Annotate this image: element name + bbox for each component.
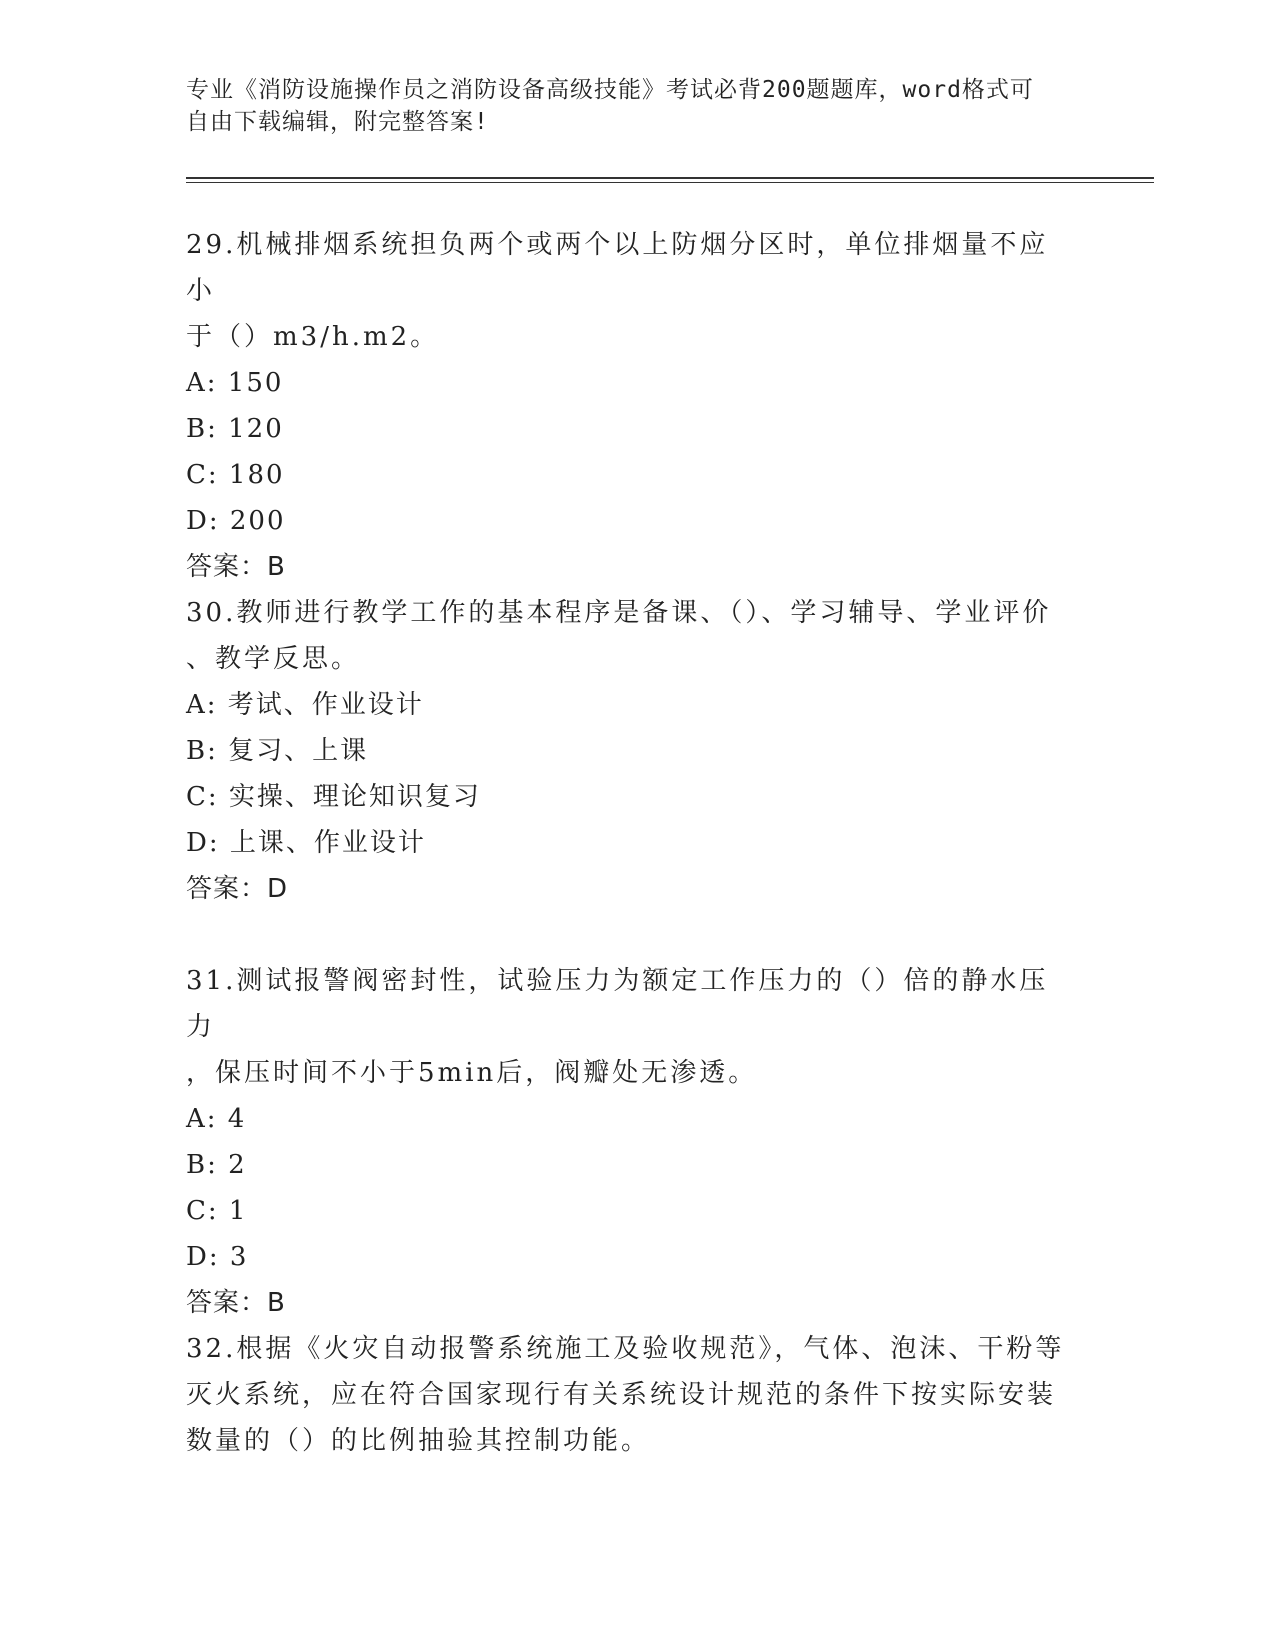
question-32 [186,1326,1066,1464]
question-30-option-a: A: 考试、作业设计 [186,690,424,720]
question-31-option-d: D: 3 [186,1242,249,1272]
question-29-text-line-1: 29.机械排烟系统担负两个或两个以上防烟分区时，单位排烟量不应小 [186,230,1049,306]
document-header [186,74,1066,138]
question-30-option-c: C: 实操、理论知识复习 [186,782,481,812]
header-line-2: 自由下载编辑，附完整答案! [186,109,489,135]
question-31-answer: 答案：B [186,1288,286,1318]
question-30-option-b: B: 复习、上课 [186,736,369,766]
question-30-answer: 答案：D [186,874,289,904]
question-29-option-a: A: 150 [186,368,284,398]
question-30-text-line-2: 、教学反思。 [186,644,361,674]
question-30-option-d: D: 上课、作业设计 [186,828,426,858]
question-32-text-line-2: 灭火系统，应在符合国家现行有关系统设计规范的条件下按实际安装 [186,1380,1057,1410]
question-31-text-line-2: ，保压时间不小于5min后，阀瓣处无渗透。 [186,1058,758,1088]
question-31-option-a: A: 4 [186,1104,247,1134]
question-31 [186,958,1066,1326]
question-31-option-b: B: 2 [186,1150,247,1180]
question-29-option-d: D: 200 [186,506,286,536]
question-32-text-line-3: 数量的（）的比例抽验其控制功能。 [186,1426,651,1456]
question-31-option-c: C: 1 [186,1196,248,1226]
question-29-option-c: C: 180 [186,460,285,490]
question-29 [186,222,1066,590]
header-divider-thin [186,182,1154,183]
header-divider-thick [186,177,1154,179]
question-29-answer: 答案：B [186,552,286,582]
question-30 [186,590,1066,912]
question-30-text-line-1: 30.教师进行教学工作的基本程序是备课、（）、学习辅导、学业评价 [186,598,1052,628]
header-line-1: 专业《消防设施操作员之消防设备高级技能》考试必背200题题库，word格式可 [186,77,1034,103]
question-29-text-line-2: 于（）m3/h.m2。 [186,322,440,352]
question-29-option-b: B: 120 [186,414,284,444]
question-31-text-line-1: 31.测试报警阀密封性，试验压力为额定工作压力的（）倍的静水压力 [186,966,1049,1042]
question-32-text-line-1: 32.根据《火灾自动报警系统施工及验收规范》，气体、泡沫、干粉等 [186,1334,1065,1364]
